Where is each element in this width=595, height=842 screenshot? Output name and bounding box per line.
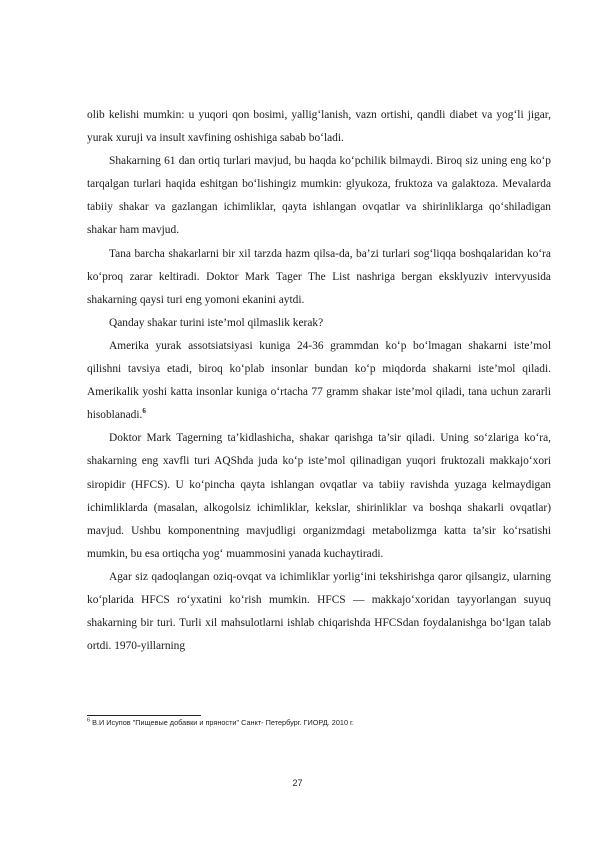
paragraph-continuation: olib kelishi mumkin: u yuqori qon bosimi, yallig‘lanish, vazn ortishi, qandli diabet va yog‘li jigar, yurak xuruji va insult xavfining oshishiga sabab bo‘ladi. bbox=[87, 109, 551, 145]
footnote-marker: 6 bbox=[87, 717, 91, 724]
footnote-reference[interactable]: 6 bbox=[142, 407, 146, 416]
paragraph-sugar-types: Shakarning 61 dan ortiq turlari mavjud, bu haqda ko‘pchilik bilmaydi. Biroq siz uning eng ko‘p tarqalgan turlari haqida eshitgan bo‘lishingiz mumkin: glyukoza, fruktoza va galaktoza. Mevalarda tabiiy shakar va gazlangan ichimliklar, qayta ishlangan ovqatlar va shirinliklarga qo‘shiladigan shakar ham mavjud. bbox=[87, 155, 551, 237]
document-body bbox=[87, 104, 551, 658]
paragraph-labels: Agar siz qadoqlangan oziq-ovqat va ichimliklar yorlig‘ini tekshirishga qaror qilsangiz, ularning ko‘plarida HFCS ro‘yxatini ko‘rish mumkin. HFCS — makkajo‘xoridan tayyorlangan suyuq shakarning bir turi. Turli xil mahsulotlarni ishlab chiqarishda HFCSdan foydalanishga bo‘lgan talab ortdi. 1970-yillarning bbox=[87, 570, 551, 653]
paragraph-question-heading: Qanday shakar turini iste’mol qilmaslik kerak? bbox=[109, 316, 324, 329]
footnote-divider bbox=[87, 715, 201, 716]
footnote bbox=[87, 717, 551, 729]
paragraph-hfcs-aging: Doktor Mark Tagerning ta’kidlashicha, shakar qarishga ta’sir qiladi. Uning so‘zlariga ko‘ra, shakarning eng xavfli turi AQShda juda ko‘p iste’mol qilinadigan yuqori fruktozali makkajo‘xori siropidir (HFCS). U ko‘pincha qayta ishlangan ovqatlar va tabiiy ravishda yuzaga kelmaydigan ichimliklarda (masalan, alkogolsiz ichimliklar, kekslar, shirinliklar va boshqa shakarli ovqatlar) mavjud. Ushbu komponentning mavjudligi organizmdagi metabolizmga katta ta’sir ko‘rsatishi mumkin, bu esa ortiqcha yog‘ muammosini yanada kuchaytiradi. bbox=[87, 432, 551, 560]
footnote-text: В.И Исупов "Пищевые добавки и пряности" Санкт- Петербург. ГИОРД. 2010 г. bbox=[90, 718, 354, 727]
paragraph-digestion: Tana barcha shakarlarni bir xil tarzda hazm qilsa-da, ba’zi turlari sog‘liqqa boshqalaridan ko‘ra ko‘proq zarar keltiradi. Doktor Mark Tager The List nashriga bergan eksklyuziv intervyusida shakarning qaysi turi eng yomoni ekanini aytdi. bbox=[87, 247, 551, 306]
paragraph-heart-association-text: Amerika yurak assotsiatsiyasi kuniga 24-36 grammdan ko‘p bo‘lmagan shakarni iste’mol qilishni tavsiya etadi, biroq ko‘plab insonlar bundan ko‘p miqdorda shakarni iste’mol qiladi. Amerikalik yoshi katta insonlar kuniga o‘rtacha 77 gramm shakar iste’mol qiladi, tana uchun zararli hisoblanadi. bbox=[87, 339, 551, 422]
paragraph-heart-association bbox=[87, 335, 551, 427]
page-number: 27 bbox=[292, 778, 303, 788]
